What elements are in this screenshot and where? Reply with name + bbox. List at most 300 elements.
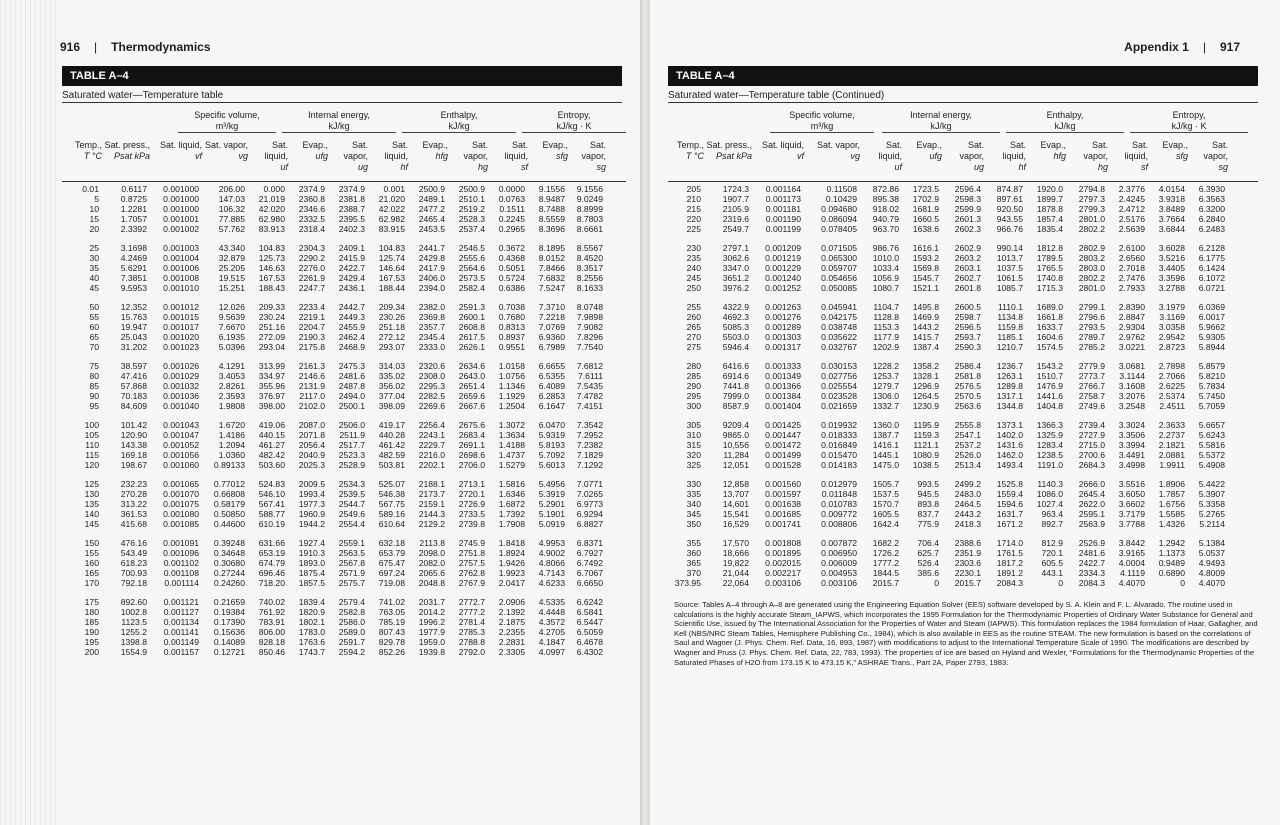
cell-hfg: 2014.2 xyxy=(418,607,445,617)
cell-uf: 1445.1 xyxy=(872,450,899,460)
cell-vf: 0.001149 xyxy=(163,637,199,647)
cell-sf: 1.5816 xyxy=(498,479,525,489)
cell-hf: 610.64 xyxy=(378,519,405,529)
cell-vf: 0.001808 xyxy=(765,538,801,548)
cell-hfg: 2129.2 xyxy=(418,519,445,529)
cell-hf: 920.50 xyxy=(996,204,1023,214)
cell-ug: 2500.1 xyxy=(338,401,365,411)
cell-press: 476.16 xyxy=(120,538,147,548)
cell-ufg: 1443.2 xyxy=(912,322,939,332)
cell-ufg: 1743.7 xyxy=(298,647,325,657)
cell-ug: 2598.7 xyxy=(954,312,981,322)
cell-vg: 147.03 xyxy=(218,194,245,204)
cell-sfg: 4.0997 xyxy=(538,647,565,657)
cell-hf: 1289.8 xyxy=(996,381,1023,391)
cell-ufg: 1638.6 xyxy=(912,224,939,234)
cell-sfg: 4.1847 xyxy=(538,637,565,647)
column-header-vf: Sat. liquid, vf xyxy=(761,140,804,161)
cell-ug: 2455.9 xyxy=(338,322,365,332)
cell-sf: 2.7933 xyxy=(1118,283,1145,293)
cell-uf: 125.73 xyxy=(258,253,285,263)
table-label-bar: TABLE A–4 xyxy=(62,66,622,86)
column-header-hfg: Evap., hfg xyxy=(1040,140,1066,161)
cell-temp: 320 xyxy=(686,450,701,460)
cell-ug: 2443.2 xyxy=(954,509,981,519)
cell-sf: 2.2355 xyxy=(498,627,525,637)
cell-ug: 2418.3 xyxy=(954,519,981,529)
cell-hf: 482.59 xyxy=(378,450,405,460)
cell-ug: 2567.8 xyxy=(338,558,365,568)
cell-vf: 0.001190 xyxy=(765,214,801,224)
cell-sg: 5.7450 xyxy=(1198,391,1225,401)
cell-sfg: 7.8466 xyxy=(538,263,565,273)
cell-uf: 567.41 xyxy=(258,499,285,509)
cell-ug: 2351.9 xyxy=(954,548,981,558)
cell-hg: 2667.6 xyxy=(458,401,485,411)
cell-vg: 0.045941 xyxy=(821,302,857,312)
cell-vf: 0.001229 xyxy=(765,263,801,273)
cell-ufg: 2131.9 xyxy=(298,381,325,391)
column-header-ug: Sat. vapor, ug xyxy=(959,140,984,172)
cell-vf: 0.001015 xyxy=(163,312,199,322)
cell-ug: 2559.1 xyxy=(338,538,365,548)
cell-uf: 104.83 xyxy=(258,243,285,253)
cell-vf: 0.001276 xyxy=(765,312,801,322)
cell-temp: 345 xyxy=(686,509,701,519)
cell-hg: 2526.9 xyxy=(1078,538,1105,548)
table-row xyxy=(668,568,1228,578)
cell-sfg: 8.7488 xyxy=(538,204,565,214)
column-header-temp: Temp., T °C xyxy=(676,140,704,161)
cell-uf: 696.46 xyxy=(258,568,285,578)
cell-sfg: 2.3633 xyxy=(1158,420,1185,430)
cell-ug: 2494.0 xyxy=(338,391,365,401)
cell-press: 15.763 xyxy=(120,312,147,322)
cell-hg: 2803.2 xyxy=(1078,253,1105,263)
cell-ug: 2402.3 xyxy=(338,224,365,234)
cell-sfg: 7.0769 xyxy=(538,322,565,332)
cell-uf: 167.53 xyxy=(258,273,285,283)
cell-press: 618.23 xyxy=(120,558,147,568)
cell-temp: 105 xyxy=(84,430,99,440)
cell-ug: 2415.9 xyxy=(338,253,365,263)
cell-hg: 2802.2 xyxy=(1078,224,1105,234)
cell-hg: 2794.8 xyxy=(1078,184,1105,194)
table-row xyxy=(668,194,1228,204)
cell-vf: 0.001000 xyxy=(163,184,199,194)
cell-hg: 2801.0 xyxy=(1078,214,1105,224)
table-row xyxy=(62,627,606,637)
cell-temp: 270 xyxy=(686,332,701,342)
cell-sfg: 4.8066 xyxy=(538,558,565,568)
cell-ufg: 945.5 xyxy=(917,489,939,499)
column-header-hg: Sat. vapor, hg xyxy=(463,140,488,172)
group-header-internal-energy: Internal energy, kJ/kg xyxy=(882,110,1000,133)
cell-sfg: 2.5374 xyxy=(1158,391,1185,401)
cell-vf: 0.001010 xyxy=(163,283,199,293)
cell-vg: 0.12721 xyxy=(213,647,245,657)
cell-hg: 2564.6 xyxy=(458,263,485,273)
table-row xyxy=(668,322,1228,332)
cell-temp: 70 xyxy=(89,342,99,352)
table-row xyxy=(668,263,1228,273)
cell-sf: 3.7788 xyxy=(1118,519,1145,529)
cell-hg: 2739.8 xyxy=(458,519,485,529)
cell-vf: 0.001209 xyxy=(765,243,801,253)
cell-hfg: 2489.1 xyxy=(418,194,445,204)
cell-sf: 1.9426 xyxy=(498,558,525,568)
cell-hfg: 1633.7 xyxy=(1036,322,1063,332)
cell-vg: 0.10429 xyxy=(825,194,857,204)
cell-sg: 5.9662 xyxy=(1198,322,1225,332)
cell-hfg: 1959.0 xyxy=(418,637,445,647)
cell-vf: 0.001029 xyxy=(163,371,199,381)
cell-temp: 220 xyxy=(686,214,701,224)
cell-hf: 589.16 xyxy=(378,509,405,519)
cell-ufg: 2009.5 xyxy=(298,479,325,489)
cell-sf: 3.3506 xyxy=(1118,430,1145,440)
column-header-ufg: Evap., ufg xyxy=(302,140,328,161)
cell-sg: 6.0017 xyxy=(1198,312,1225,322)
cell-hfg: 2229.7 xyxy=(418,440,445,450)
cell-sg: 8.7803 xyxy=(576,214,603,224)
cell-sg: 5.1384 xyxy=(1198,538,1225,548)
cell-press: 18,666 xyxy=(722,548,749,558)
cell-vf: 0.001384 xyxy=(765,391,801,401)
cell-sfg: 1.2942 xyxy=(1158,538,1185,548)
cell-sf: 0.6386 xyxy=(498,283,525,293)
cell-sg: 8.0748 xyxy=(576,302,603,312)
cell-hf: 272.12 xyxy=(378,332,405,342)
cell-hg: 2802.2 xyxy=(1078,273,1105,283)
cell-ufg: 1593.2 xyxy=(912,253,939,263)
cell-vg: 0.17390 xyxy=(213,617,245,627)
cell-hf: 2084.3 xyxy=(996,578,1023,588)
cell-hfg: 2500.9 xyxy=(418,184,445,194)
cell-hfg: 2477.2 xyxy=(418,204,445,214)
cell-ufg: 2071.8 xyxy=(298,430,325,440)
cell-press: 1398.8 xyxy=(120,637,147,647)
cell-hfg: 2113.8 xyxy=(419,538,445,548)
table-row xyxy=(62,450,606,460)
cell-ufg: 1660.5 xyxy=(912,214,939,224)
cell-sfg: 7.5247 xyxy=(538,283,565,293)
table-row xyxy=(668,184,1228,194)
cell-temp: 25 xyxy=(89,243,99,253)
cell-sfg: 0.9489 xyxy=(1158,558,1185,568)
cell-hfg: 2282.5 xyxy=(418,391,445,401)
cell-sf: 0.0000 xyxy=(498,184,525,194)
cell-sfg: 8.0152 xyxy=(538,253,565,263)
cell-hfg: 2243.1 xyxy=(418,430,445,440)
cell-sf: 4.0004 xyxy=(1118,558,1145,568)
cell-hfg: 2031.7 xyxy=(418,597,445,607)
cell-temp: 115 xyxy=(85,450,99,460)
cell-hf: 1159.8 xyxy=(997,322,1023,332)
cell-sfg: 3.4405 xyxy=(1158,263,1185,273)
cell-vg: 0.023528 xyxy=(821,391,857,401)
cell-sfg: 2.4511 xyxy=(1159,401,1185,411)
cell-sg: 6.9294 xyxy=(576,509,603,519)
cell-hg: 2555.6 xyxy=(458,253,485,263)
cell-hf: 356.02 xyxy=(378,381,405,391)
cell-hg: 2799.1 xyxy=(1078,302,1105,312)
cell-vg: 43.340 xyxy=(218,243,245,253)
cell-hg: 2582.4 xyxy=(458,283,485,293)
row-group-gap xyxy=(62,352,606,361)
cell-uf: 524.83 xyxy=(258,479,285,489)
cell-temp: 30 xyxy=(89,253,99,263)
cell-ug: 2555.8 xyxy=(954,420,981,430)
cell-vf: 0.001317 xyxy=(765,342,801,352)
cell-sf: 1.1929 xyxy=(498,391,525,401)
cell-vf: 0.001000 xyxy=(163,204,199,214)
cell-sfg: 3.8489 xyxy=(1158,204,1185,214)
cell-sg: 7.9082 xyxy=(576,322,603,332)
cell-hg: 2617.5 xyxy=(458,332,485,342)
cell-vg: 0.027756 xyxy=(821,371,857,381)
cell-hfg: 2144.3 xyxy=(418,509,445,519)
column-header-sg: Sat. vapor, sg xyxy=(581,140,606,172)
table-row xyxy=(62,479,606,489)
cell-hfg: 2308.0 xyxy=(418,371,445,381)
cell-temp: 85 xyxy=(89,381,99,391)
cell-hfg: 1238.5 xyxy=(1036,450,1063,460)
cell-vf: 0.001404 xyxy=(765,401,801,411)
cell-hfg: 2159.1 xyxy=(418,499,445,509)
cell-hfg: 1510.7 xyxy=(1036,371,1063,381)
column-header-sfg: Evap., sfg xyxy=(1162,140,1188,161)
cell-sg: 8.1633 xyxy=(576,283,603,293)
cell-hf: 525.07 xyxy=(378,479,405,489)
cell-hg: 2713.1 xyxy=(458,479,485,489)
cell-ufg: 2161.3 xyxy=(298,361,325,371)
column-header-press: Sat. press., Psat kPa xyxy=(104,140,150,161)
table-row xyxy=(668,519,1228,529)
row-group-gap xyxy=(62,293,606,302)
cell-hfg: 1574.5 xyxy=(1036,342,1063,352)
table-row xyxy=(668,440,1228,450)
cell-ug: 2015.7 xyxy=(954,578,981,588)
cell-hfg: 1920.0 xyxy=(1036,184,1063,194)
cell-uf: 872.86 xyxy=(872,184,899,194)
cell-sfg: 5.8193 xyxy=(538,440,565,450)
cell-sg: 4.8009 xyxy=(1198,568,1225,578)
cell-vg: 0.89133 xyxy=(213,460,245,470)
table-row xyxy=(62,460,606,470)
cell-sfg: 2.9542 xyxy=(1158,332,1185,342)
cell-ug: 2537.2 xyxy=(954,440,981,450)
cell-vf: 0.001685 xyxy=(765,509,801,519)
cell-press: 7.3851 xyxy=(120,273,147,283)
cell-hg: 2706.0 xyxy=(458,460,485,470)
cell-vg: 0.065300 xyxy=(821,253,857,263)
cell-vf: 0.001173 xyxy=(765,194,801,204)
cell-uf: 1177.9 xyxy=(873,332,899,342)
cell-hf: 966.76 xyxy=(996,224,1023,234)
cell-hf: 1431.6 xyxy=(996,440,1023,450)
cell-sfg: 3.9318 xyxy=(1158,194,1185,204)
cell-ufg: 1893.0 xyxy=(298,558,325,568)
cell-vf: 0.002015 xyxy=(765,558,801,568)
cell-ufg: 2318.4 xyxy=(298,224,325,234)
cell-temp: 10 xyxy=(89,204,99,214)
table-row xyxy=(668,558,1228,568)
cell-sf: 1.8924 xyxy=(498,548,525,558)
cell-sf: 2.9762 xyxy=(1118,332,1145,342)
cell-hf: 440.28 xyxy=(378,430,405,440)
cell-hfg: 1740.8 xyxy=(1036,273,1063,283)
cell-press: 7441.8 xyxy=(722,381,749,391)
cell-press: 4322.9 xyxy=(722,302,749,312)
cell-press: 1.7057 xyxy=(120,214,147,224)
cell-sf: 3.4998 xyxy=(1118,460,1145,470)
table-label-bar: TABLE A–4 xyxy=(668,66,1258,86)
cell-sf: 3.6050 xyxy=(1118,489,1145,499)
cell-uf: 62.980 xyxy=(258,214,285,224)
cell-vf: 0.001004 xyxy=(163,253,199,263)
cell-press: 4.2469 xyxy=(120,253,147,263)
cell-hg: 2600.1 xyxy=(458,312,485,322)
cell-sf: 2.0906 xyxy=(498,597,525,607)
cell-hf: 314.03 xyxy=(378,361,405,371)
cell-press: 4692.3 xyxy=(722,312,749,322)
cell-uf: 230.24 xyxy=(258,312,285,322)
cell-hf: 990.14 xyxy=(996,243,1023,253)
cell-sg: 5.3907 xyxy=(1198,489,1225,499)
table-row xyxy=(62,391,606,401)
cell-sfg: 1.1373 xyxy=(1158,548,1185,558)
cell-vg: 0.094680 xyxy=(821,204,857,214)
cell-vg: 0.006950 xyxy=(821,548,857,558)
column-header-sf: Sat. liquid, sf xyxy=(504,140,528,172)
cell-press: 12,051 xyxy=(722,460,749,470)
cell-ufg: 1469.9 xyxy=(912,312,939,322)
table-row xyxy=(668,243,1228,253)
cell-hg: 2626.1 xyxy=(458,342,485,352)
cell-temp: 65 xyxy=(89,332,99,342)
cell-temp: 135 xyxy=(84,499,99,509)
row-group-gap xyxy=(62,470,606,479)
cell-vg: 0.078405 xyxy=(821,224,857,234)
cell-ufg: 2117.0 xyxy=(299,391,325,401)
cell-temp: 150 xyxy=(84,538,99,548)
row-group-gap xyxy=(62,588,606,597)
cell-hg: 2792.0 xyxy=(458,647,485,657)
cell-press: 31.202 xyxy=(120,342,147,352)
cell-hg: 2563.9 xyxy=(1078,519,1105,529)
cell-uf: 1033.4 xyxy=(872,263,899,273)
row-group-gap xyxy=(668,234,1228,243)
column-header-uf: Sat. liquid, uf xyxy=(878,140,902,172)
cell-sg: 5.0537 xyxy=(1198,548,1225,558)
cell-hfg: 1878.8 xyxy=(1036,204,1063,214)
cell-uf: 783.91 xyxy=(258,617,285,627)
cell-hf: 1013.7 xyxy=(996,253,1023,263)
cell-uf: 419.06 xyxy=(258,420,285,430)
cell-sfg: 5.7092 xyxy=(538,450,565,460)
cell-hg: 2500.9 xyxy=(458,184,485,194)
cell-hg: 2715.0 xyxy=(1078,440,1105,450)
cell-vf: 0.001121 xyxy=(163,597,199,607)
cell-press: 361.53 xyxy=(120,509,147,519)
cell-sg: 5.4422 xyxy=(1198,479,1225,489)
cell-press: 5946.4 xyxy=(722,342,749,352)
cell-sfg: 6.6655 xyxy=(538,361,565,371)
cell-press: 1907.7 xyxy=(722,194,749,204)
cell-ufg: 1358.2 xyxy=(912,361,939,371)
table-row xyxy=(668,342,1228,352)
cell-sg: 7.2952 xyxy=(576,430,603,440)
cell-sg: 7.5435 xyxy=(576,381,603,391)
cell-hf: 293.07 xyxy=(378,342,405,352)
cell-vf: 0.001741 xyxy=(765,519,801,529)
cell-vf: 0.001085 xyxy=(163,519,199,529)
cell-hfg: 812.9 xyxy=(1041,538,1063,548)
cell-sfg: 3.3596 xyxy=(1158,273,1185,283)
cell-temp: 360 xyxy=(686,548,701,558)
cell-temp: 200 xyxy=(84,647,99,657)
table-row xyxy=(62,184,606,194)
cell-sg: 6.3200 xyxy=(1198,204,1225,214)
cell-ufg: 1960.9 xyxy=(298,509,325,519)
cell-vg: 0.004953 xyxy=(821,568,857,578)
cell-hfg: 1543.2 xyxy=(1036,361,1063,371)
table-row xyxy=(62,332,606,342)
cell-press: 3347.0 xyxy=(722,263,749,273)
cell-ug: 2603.1 xyxy=(954,263,981,273)
table-row xyxy=(62,509,606,519)
cell-ufg: 1264.5 xyxy=(912,391,939,401)
cell-hfg: 1996.2 xyxy=(418,617,445,627)
cell-temp: 0.01 xyxy=(82,184,99,194)
cell-press: 7999.0 xyxy=(722,391,749,401)
cell-press: 12.352 xyxy=(120,302,147,312)
cell-hfg: 2256.4 xyxy=(418,420,445,430)
column-header-press: Sat. press., Psat kPa xyxy=(706,140,752,161)
cell-hf: 104.83 xyxy=(378,243,405,253)
cell-hf: 1714.0 xyxy=(996,538,1023,548)
cell-sg: 6.0369 xyxy=(1198,302,1225,312)
cell-sf: 0.2965 xyxy=(498,224,525,234)
cell-sfg: 3.6028 xyxy=(1158,243,1185,253)
cell-hf: 741.02 xyxy=(378,597,405,607)
cell-hg: 2084.3 xyxy=(1078,578,1105,588)
cell-ufg: 2304.3 xyxy=(298,243,325,253)
cell-temp: 130 xyxy=(84,489,99,499)
cell-temp: 260 xyxy=(686,312,701,322)
table-row xyxy=(62,548,606,558)
cell-hg: 2675.6 xyxy=(458,420,485,430)
cell-ug: 2563.5 xyxy=(338,548,365,558)
table-row xyxy=(668,499,1228,509)
table-row xyxy=(62,578,606,588)
cell-uf: 1128.8 xyxy=(873,312,899,322)
cell-uf: 1202.9 xyxy=(872,342,899,352)
cell-ufg: 2190.3 xyxy=(298,332,325,342)
cell-ug: 2563.6 xyxy=(954,401,981,411)
cell-press: 10,556 xyxy=(722,440,749,450)
cell-temp: 160 xyxy=(84,558,99,568)
cell-ug: 2513.4 xyxy=(954,460,981,470)
cell-press: 6416.6 xyxy=(722,361,749,371)
cell-ufg: 2360.8 xyxy=(298,194,325,204)
cell-sf: 3.1144 xyxy=(1119,371,1145,381)
cell-temp: 125 xyxy=(84,479,99,489)
cell-vf: 0.001001 xyxy=(163,214,199,224)
cell-uf: 610.19 xyxy=(258,519,285,529)
cell-hf: 230.26 xyxy=(378,312,405,322)
